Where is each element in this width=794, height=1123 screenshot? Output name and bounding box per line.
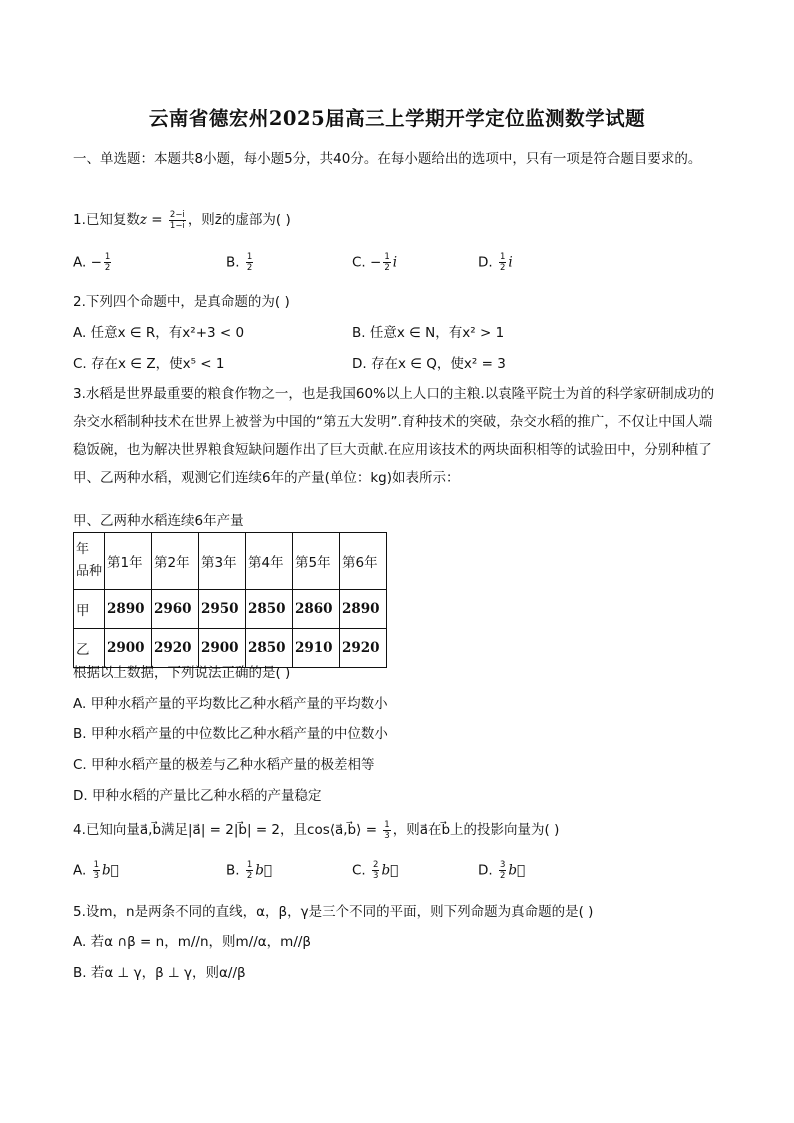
- table-row: [74, 590, 387, 629]
- q4-option-b: B. $\frac{1}{2}$ b⃗: [226, 860, 273, 881]
- table-header-cell: 第1年: [105, 533, 152, 590]
- q1-option-c: C. − $\frac{1}{2}$ i: [352, 252, 398, 273]
- table-cell: 2960: [152, 590, 199, 629]
- table-header-cell: 第5年: [293, 533, 340, 590]
- question-1-stem: [73, 208, 291, 231]
- q1-option-b: B. $\frac{1}{2}$: [226, 252, 253, 273]
- table-cell: 2850: [246, 590, 293, 629]
- table-cell: 2890: [105, 590, 152, 629]
- question-4-stem: 4.已知向量a⃗,b⃗满足|a⃗| = 2|b⃗| = 2，且cos⟨a⃗,b⃗⟩ = $\frac{1}{3}$ ，则a⃗在b⃗上的投影向量为( ): [73, 819, 560, 841]
- table-header-cell: 第6年: [340, 533, 387, 590]
- yield-table: [73, 532, 387, 668]
- table-header-cell: 第4年: [246, 533, 293, 590]
- table-cell: 2900: [199, 629, 246, 668]
- section-heading: 一、单选题：本题共8小题，每小题5分，共40分。在每小题给出的选项中，只有一项是符合题目要求的。: [73, 151, 702, 167]
- table-cell: 2850: [246, 629, 293, 668]
- q5-option-a: A. 若α ∩β = n，m//n，则m//α，m//β: [73, 934, 312, 950]
- q2-option-d: D. 存在x ∈ Q，使x² = 3: [352, 356, 506, 372]
- q2-option-b: B. 任意x ∈ N，有x² > 1: [352, 325, 505, 341]
- q4-option-a: A. $\frac{1}{3}$ b⃗: [73, 860, 119, 881]
- q4-option-d: D. $\frac{3}{2}$ b⃗: [478, 860, 526, 881]
- q1-option-d: D. $\frac{1}{2}$ i: [478, 252, 513, 273]
- question-3-stem: 3.水稻是世界最重要的粮食作物之一，也是我国60%以上人口的主粮.以袁隆平院士为首的科学家研制成功的杂交水稻制种技术在世界上被誉为中国的“第五大发明”.育种技术的突破，杂交水稻的推广，不仅让中国人端稳饭碗，也为解决世界粮食短缺问题作出了巨大贡献.在应用该技术的两块面积相等的试验田中，分别种植了甲、乙两种水稻，观测它们连续6年的产量(单位：kg)如表所示：: [73, 386, 715, 486]
- q3-option-c: C. 甲种水稻产量的极差与乙种水稻产量的极差相等: [73, 757, 375, 773]
- q1-option-a: A. − $\frac{1}{2}$: [73, 252, 111, 273]
- q3-option-a: A. 甲种水稻产量的平均数比乙种水稻产量的平均数小: [73, 696, 388, 712]
- q5-option-b: B. 若α ⊥ γ，β ⊥ γ，则α//β: [73, 965, 246, 981]
- table-cell: 2890: [340, 590, 387, 629]
- table-cell: 2950: [199, 590, 246, 629]
- table-header-cell: 第3年: [199, 533, 246, 590]
- q2-option-a: A. 任意x ∈ R，有x²+3 < 0: [73, 325, 245, 341]
- table-header-cell: 第2年: [152, 533, 199, 590]
- q1-pre: 1.已知复数: [73, 212, 140, 228]
- q3-option-d: D. 甲种水稻的产量比乙种水稻的产量稳定: [73, 788, 322, 804]
- table-row-label: 乙: [74, 629, 105, 668]
- table-cell: 2900: [105, 629, 152, 668]
- table-cell: 2910: [293, 629, 340, 668]
- question-2-stem: 2.下列四个命题中，是真命题的为( ): [73, 294, 290, 310]
- question-3-prompt: 根据以上数据，下列说法正确的是( ): [73, 665, 291, 681]
- q3-option-b: B. 甲种水稻产量的中位数比乙种水稻产量的中位数小: [73, 726, 388, 742]
- q2-option-c: C. 存在x ∈ Z，使x⁵ < 1: [73, 356, 225, 372]
- table-header-row: [74, 533, 387, 590]
- q4-option-c: C. $\frac{2}{3}$ b⃗: [352, 860, 399, 881]
- q1-post: ，则z̄的虚部为( ): [187, 212, 291, 228]
- table-cell: 2860: [293, 590, 340, 629]
- table-cell: 2920: [152, 629, 199, 668]
- question-5-stem: 5.设m，n是两条不同的直线，α，β，γ是三个不同的平面，则下列命题为真命题的是( ): [73, 904, 594, 920]
- page-title: 云南省德宏州2025届高三上学期开学定位监测数学试题: [148, 107, 646, 130]
- q1-z: z =: [139, 212, 163, 228]
- q1-fraction: $\frac{2-i}{1-i}$: [169, 209, 185, 231]
- table-row-label: 甲: [74, 590, 105, 629]
- table-corner-cell: 年 品种: [74, 533, 105, 590]
- table-cell: 2920: [340, 629, 387, 668]
- table-caption: 甲、乙两种水稻连续6年产量: [73, 513, 244, 529]
